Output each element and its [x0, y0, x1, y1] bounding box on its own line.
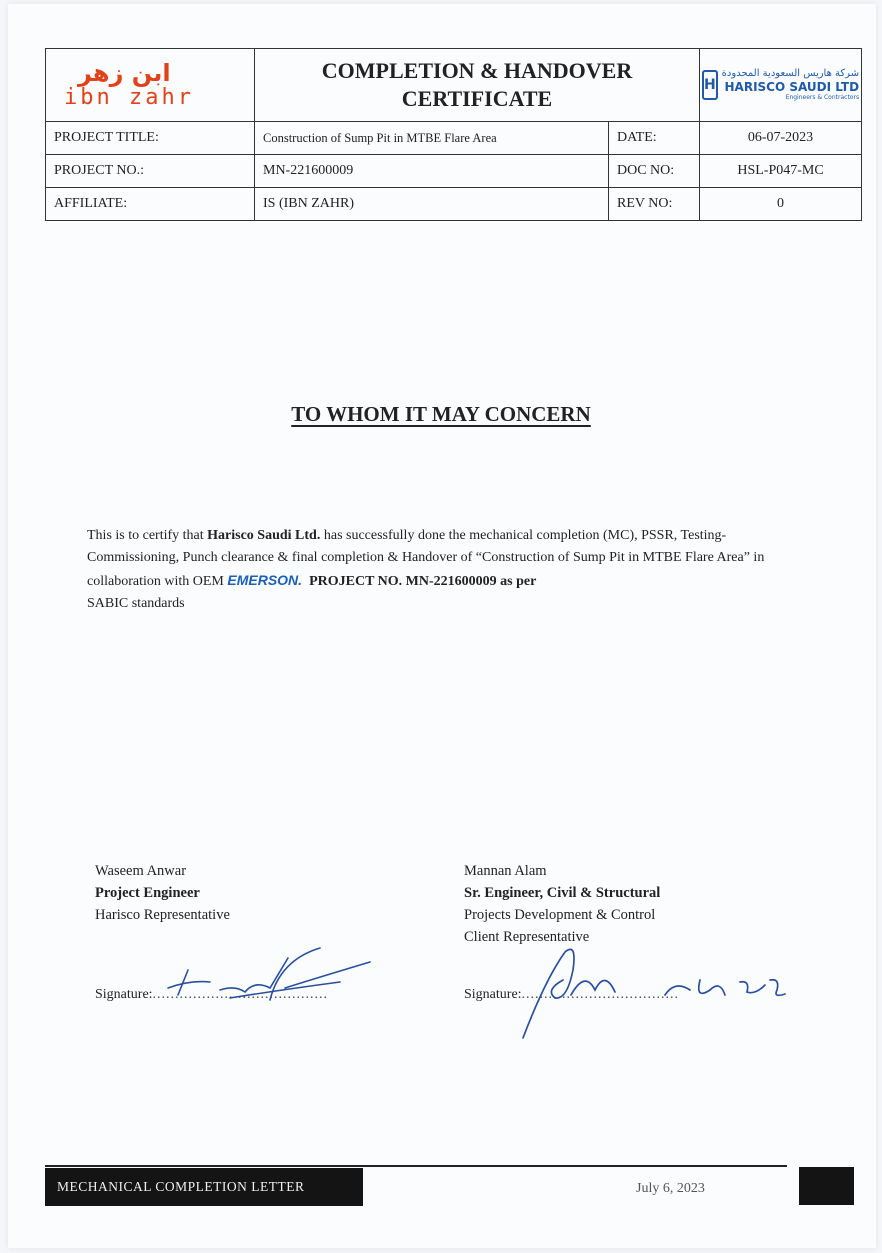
- signatory-role: Harisco Representative: [95, 907, 230, 923]
- signature-dots: ...................................: [521, 987, 680, 1002]
- company-name: Harisco Saudi Ltd.: [207, 528, 321, 543]
- field-label: PROJECT NO.:: [46, 155, 255, 188]
- field-value: 0: [700, 188, 862, 221]
- heading: TO WHOM IT MAY CONCERN: [291, 402, 591, 426]
- signatory-title: Sr. Engineer, Civil & Structural: [464, 885, 661, 901]
- footer-rule: [45, 1165, 787, 1167]
- harisco-name-text: HARISCO SAUDI LTD: [724, 80, 860, 94]
- project-number-text: PROJECT NO. MN-221600009 as per: [309, 574, 537, 589]
- field-label: AFFILIATE:: [46, 188, 255, 221]
- logo-latin-text: ibn zahr: [64, 85, 194, 110]
- body-text-2: has successfully done the mechanical completion (MC), PSSR, Testing-Commissioning, Punch clearance & final completion & Handover of “Construction of Sump Pit in MTBE Flare Area” in collaboration with OEM: [87, 528, 765, 589]
- footer-box: [799, 1167, 854, 1205]
- harisco-sub-text: Engineers & Contractors: [785, 94, 860, 101]
- header-row: [46, 155, 862, 188]
- field-value: MN-221600009: [255, 155, 609, 188]
- signatory-role-2: Client Representative: [464, 929, 590, 945]
- signature-dots: .......................................: [152, 987, 329, 1002]
- signatory-name: Waseem Anwar: [95, 863, 187, 879]
- certificate-title: COMPLETION & HANDOVER CERTIFICATE: [255, 49, 700, 122]
- body-text-4: SABIC standards: [87, 596, 185, 611]
- ibn-zahr-logo: [46, 49, 255, 122]
- harisco-logo: [700, 49, 862, 122]
- header-table: [45, 48, 862, 221]
- signature-client-icon: [515, 940, 795, 1045]
- field-value: Construction of Sump Pit in MTBE Flare Area: [255, 122, 609, 155]
- field-value: HSL-P047-MC: [700, 155, 862, 188]
- field-label: PROJECT TITLE:: [46, 122, 255, 155]
- header-row: [46, 122, 862, 155]
- footer-label: MECHANICAL COMPLETION LETTER: [45, 1168, 363, 1206]
- signatory-client: [464, 860, 660, 948]
- signature-harisco-icon: [160, 940, 380, 1015]
- field-label: DOC NO:: [609, 155, 700, 188]
- footer-date: July 6, 2023: [636, 1181, 705, 1196]
- logo-arabic-text: ابن زهر: [78, 59, 171, 87]
- field-label: DATE:: [609, 122, 700, 155]
- harisco-arabic-text: شركة هاريس السعودية المحدودة: [721, 68, 860, 79]
- field-value: 06-07-2023: [700, 122, 862, 155]
- oem-name: EMERSON.: [227, 572, 303, 588]
- signatory-harisco: [95, 860, 230, 926]
- signature-label: Signature:: [95, 987, 153, 1002]
- harisco-mark-icon: H: [702, 70, 718, 100]
- field-label: REV NO:: [609, 188, 700, 221]
- certification-paragraph: [87, 525, 805, 615]
- signature-label: Signature:: [464, 987, 522, 1002]
- signatory-role: Projects Development & Control: [464, 907, 656, 923]
- header-row: [46, 188, 862, 221]
- field-value: IS (IBN ZAHR): [255, 188, 609, 221]
- signatory-title: Project Engineer: [95, 885, 200, 901]
- body-text-1: This is to certify that: [87, 528, 208, 543]
- signatory-name: Mannan Alam: [464, 863, 547, 879]
